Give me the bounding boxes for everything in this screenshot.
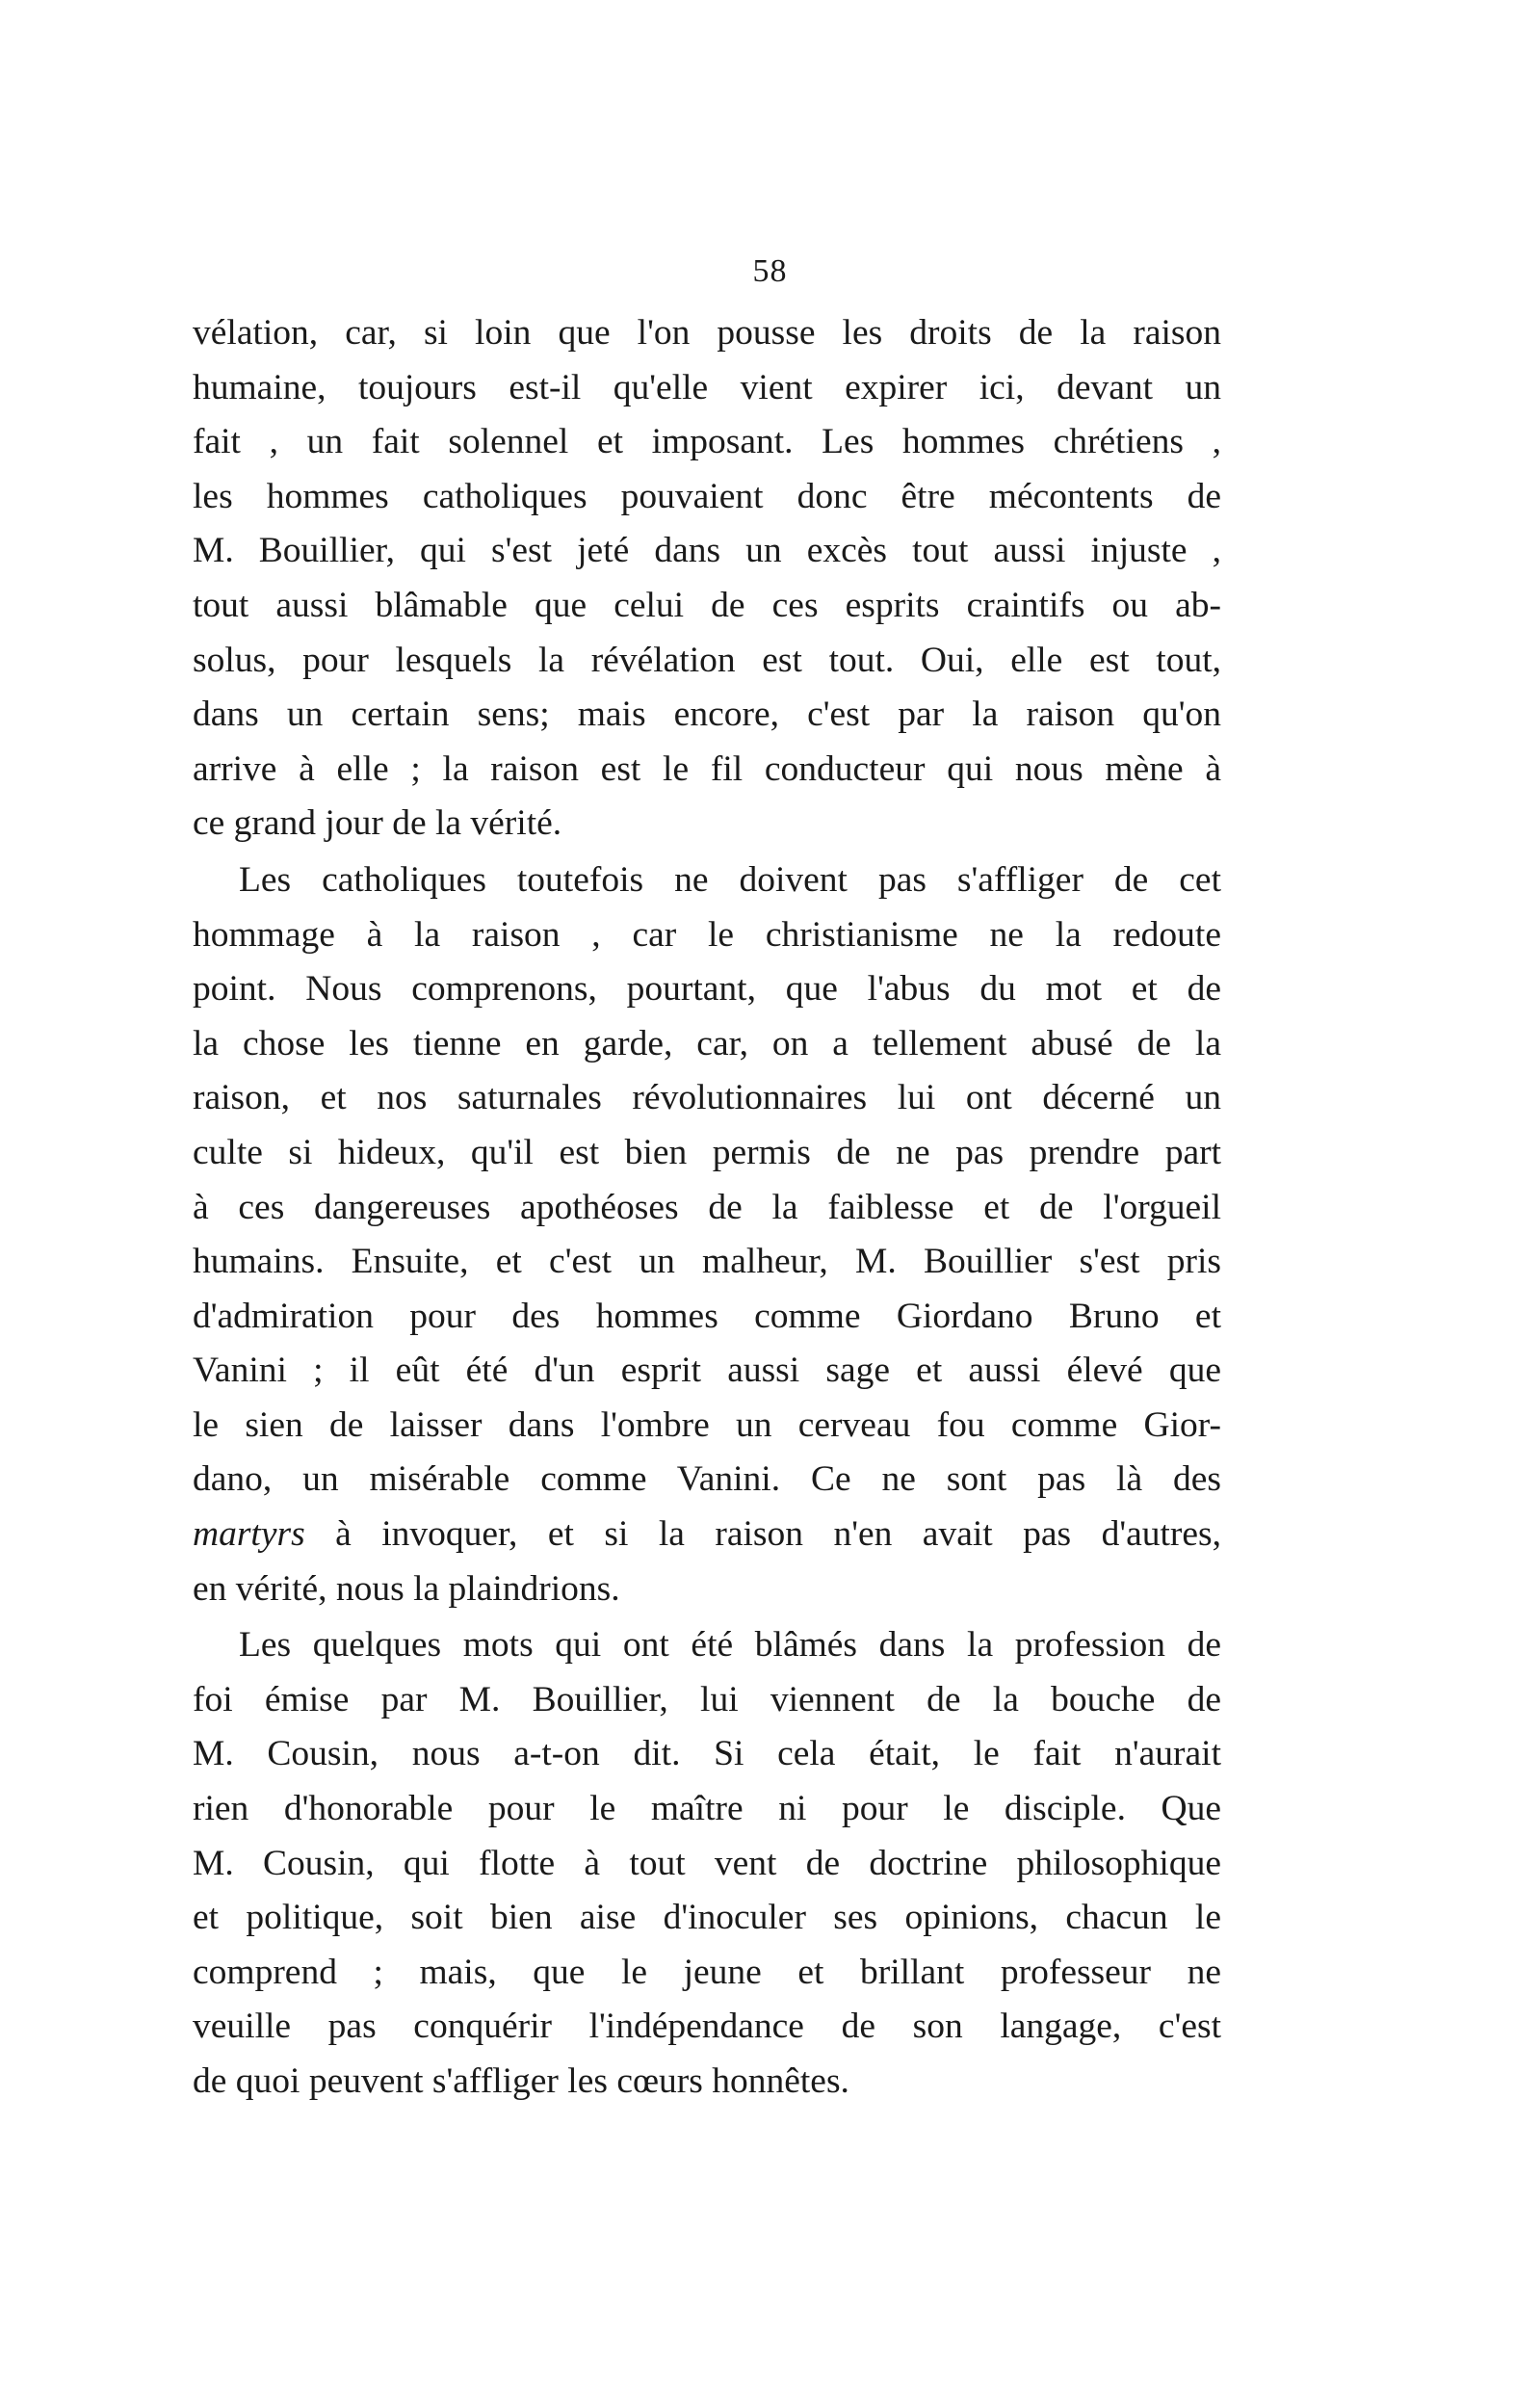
text-line: comprend ; mais, que le jeune et brillant professeur ne bbox=[193, 1952, 1221, 1992]
text-line: ce grand jour de la vérité. bbox=[193, 803, 562, 844]
text-line bbox=[193, 1508, 1221, 1562]
text-line: culte si hideux, qu'il est bien permis de ne pas prendre part bbox=[193, 1132, 1221, 1172]
text-line: raison, et nos saturnales révolutionnaires lui ont décerné un bbox=[193, 1078, 1221, 1118]
text-line: la chose les tienne en garde, car, on a tellement abusé de la bbox=[193, 1023, 1221, 1063]
text-line: de quoi peuvent s'affliger les cœurs honnêtes. bbox=[193, 2061, 849, 2101]
text-line: dans un certain sens; mais encore, c'est par la raison qu'on bbox=[193, 695, 1221, 735]
text-line: M. Cousin, nous a-t-on dit. Si cela était, le fait n'aurait bbox=[193, 1734, 1221, 1774]
text-line: dano, un misérable comme Vanini. Ce ne sont pas là des bbox=[193, 1459, 1221, 1500]
text-line: M. Bouillier, qui s'est jeté dans un excès tout aussi injuste , bbox=[193, 531, 1221, 571]
page-number: 58 bbox=[752, 253, 788, 289]
text-line: solus, pour lesquels la révélation est tout. Oui, elle est tout, bbox=[193, 640, 1221, 680]
text-line: tout aussi blâmable que celui de ces esprits craintifs ou ab- bbox=[193, 585, 1221, 625]
text-line: vélation, car, si loin que l'on pousse les droits de la raison bbox=[193, 313, 1221, 353]
text-line: M. Cousin, qui flotte à tout vent de doctrine philosophique bbox=[193, 1843, 1221, 1883]
text-line: hommage à la raison , car le christianisme ne la redoute bbox=[193, 914, 1221, 955]
text-line: arrive à elle ; la raison est le fil conducteur qui nous mène à bbox=[193, 748, 1221, 789]
text-line: rien d'honorable pour le maître ni pour le disciple. Que bbox=[193, 1789, 1221, 1829]
text-line: humains. Ensuite, et c'est un malheur, M. Bouillier s'est pris bbox=[193, 1242, 1221, 1282]
text-line: et politique, soit bien aise d'inoculer ses opinions, chacun le bbox=[193, 1898, 1221, 1938]
text-line: d'admiration pour des hommes comme Giordano Bruno et bbox=[193, 1296, 1221, 1336]
text-line: les hommes catholiques pouvaient donc être mécontents de bbox=[193, 476, 1221, 516]
text-line: point. Nous comprenons, pourtant, que l'abus du mot et de bbox=[193, 969, 1221, 1010]
text-line: Vanini ; il eût été d'un esprit aussi sage et aussi élevé que bbox=[193, 1351, 1221, 1391]
text-line: à ces dangereuses apothéoses de la faiblesse et de l'orgueil bbox=[193, 1187, 1221, 1227]
text-line: veuille pas conquérir l'indépendance de son langage, c'est bbox=[193, 2007, 1221, 2047]
italic-word: martyrs bbox=[193, 1514, 305, 1555]
text-line: en vérité, nous la plaindrions. bbox=[193, 1568, 620, 1609]
text-line: le sien de laisser dans l'ombre un cerveau fou comme Gior- bbox=[193, 1404, 1221, 1445]
text-line: Les catholiques toutefois ne doivent pas s'affliger de cet bbox=[239, 859, 1221, 900]
paragraph-1 bbox=[193, 306, 1221, 852]
text-line: humaine, toujours est-il qu'elle vient expirer ici, devant un bbox=[193, 367, 1221, 407]
paragraph-3 bbox=[193, 1618, 1221, 2109]
body-text bbox=[193, 306, 1221, 2110]
paragraph-2 bbox=[193, 853, 1221, 1616]
text-line-rest: à invoquer, et si la raison n'en avait pas d'autres, bbox=[304, 1514, 1221, 1555]
text-line: Les quelques mots qui ont été blâmés dans la profession de bbox=[239, 1625, 1221, 1666]
text-line: foi émise par M. Bouillier, lui viennent de la bouche de bbox=[193, 1679, 1221, 1719]
text-line: fait , un fait solennel et imposant. Les hommes chrétiens , bbox=[193, 422, 1221, 462]
